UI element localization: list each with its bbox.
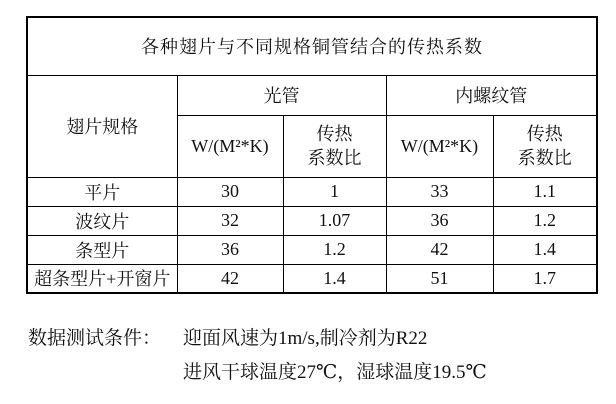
grooved-tube-ratio-cell: 1.1 (493, 177, 597, 206)
table-row-flat-fin (27, 177, 597, 206)
grooved-tube-coefficient-cell: 33 (386, 177, 493, 206)
column-header-fin-spec: 翅片规格 (27, 75, 177, 177)
note-line-1: 迎面风速为1m/s,制冷剂为R22 (183, 328, 428, 349)
table-title: 各种翅片与不同规格铜管结合的传热系数 (27, 17, 597, 75)
plain-tube-ratio-cell: 1 (283, 177, 386, 206)
grooved-tube-ratio-cell: 1.4 (493, 235, 597, 264)
note-line-2: 进风干球温度27℃，湿球温度19.5℃ (183, 362, 487, 383)
grooved-tube-coefficient-cell: 51 (386, 264, 493, 293)
ratio-header-line2: 系数比 (517, 148, 572, 168)
plain-tube-ratio-cell: 1.2 (283, 235, 386, 264)
fin-type-cell: 平片 (27, 177, 177, 206)
note-label: 数据测试条件： (28, 328, 162, 349)
ratio-header-plain-tube (283, 115, 386, 177)
plain-tube-ratio-cell: 1.4 (283, 264, 386, 293)
table-row-super-strip-louver-fin (27, 264, 597, 293)
group-header-row (27, 75, 597, 115)
fin-type-cell: 条型片 (27, 235, 177, 264)
ratio-header-line1: 传热 (316, 124, 353, 144)
table-title-row (27, 17, 597, 75)
plain-tube-ratio-cell: 1.07 (283, 206, 386, 235)
unit-header-plain-tube: W/(M²*K) (177, 115, 283, 177)
table-row-strip-fin (27, 235, 597, 264)
grooved-tube-ratio-cell: 1.7 (493, 264, 597, 293)
grooved-tube-coefficient-cell: 36 (386, 206, 493, 235)
fin-type-cell: 超条型片+开窗片 (27, 264, 177, 293)
fin-type-cell: 波纹片 (27, 206, 177, 235)
plain-tube-coefficient-cell: 42 (177, 264, 283, 293)
table-row-corrugated-fin (27, 206, 597, 235)
ratio-header-line1: 传热 (526, 124, 563, 144)
group-header-inner-grooved-tube: 内螺纹管 (386, 75, 597, 115)
group-header-plain-tube: 光管 (177, 75, 386, 115)
grooved-tube-ratio-cell: 1.2 (493, 206, 597, 235)
plain-tube-coefficient-cell: 30 (177, 177, 283, 206)
note-lines (183, 322, 487, 390)
test-conditions-note (28, 322, 487, 390)
ratio-header-line2: 系数比 (307, 148, 362, 168)
heat-transfer-table (26, 16, 598, 294)
ratio-header-inner-grooved-tube (493, 115, 597, 177)
unit-header-inner-grooved-tube: W/(M²*K) (386, 115, 493, 177)
plain-tube-coefficient-cell: 36 (177, 235, 283, 264)
plain-tube-coefficient-cell: 32 (177, 206, 283, 235)
grooved-tube-coefficient-cell: 42 (386, 235, 493, 264)
